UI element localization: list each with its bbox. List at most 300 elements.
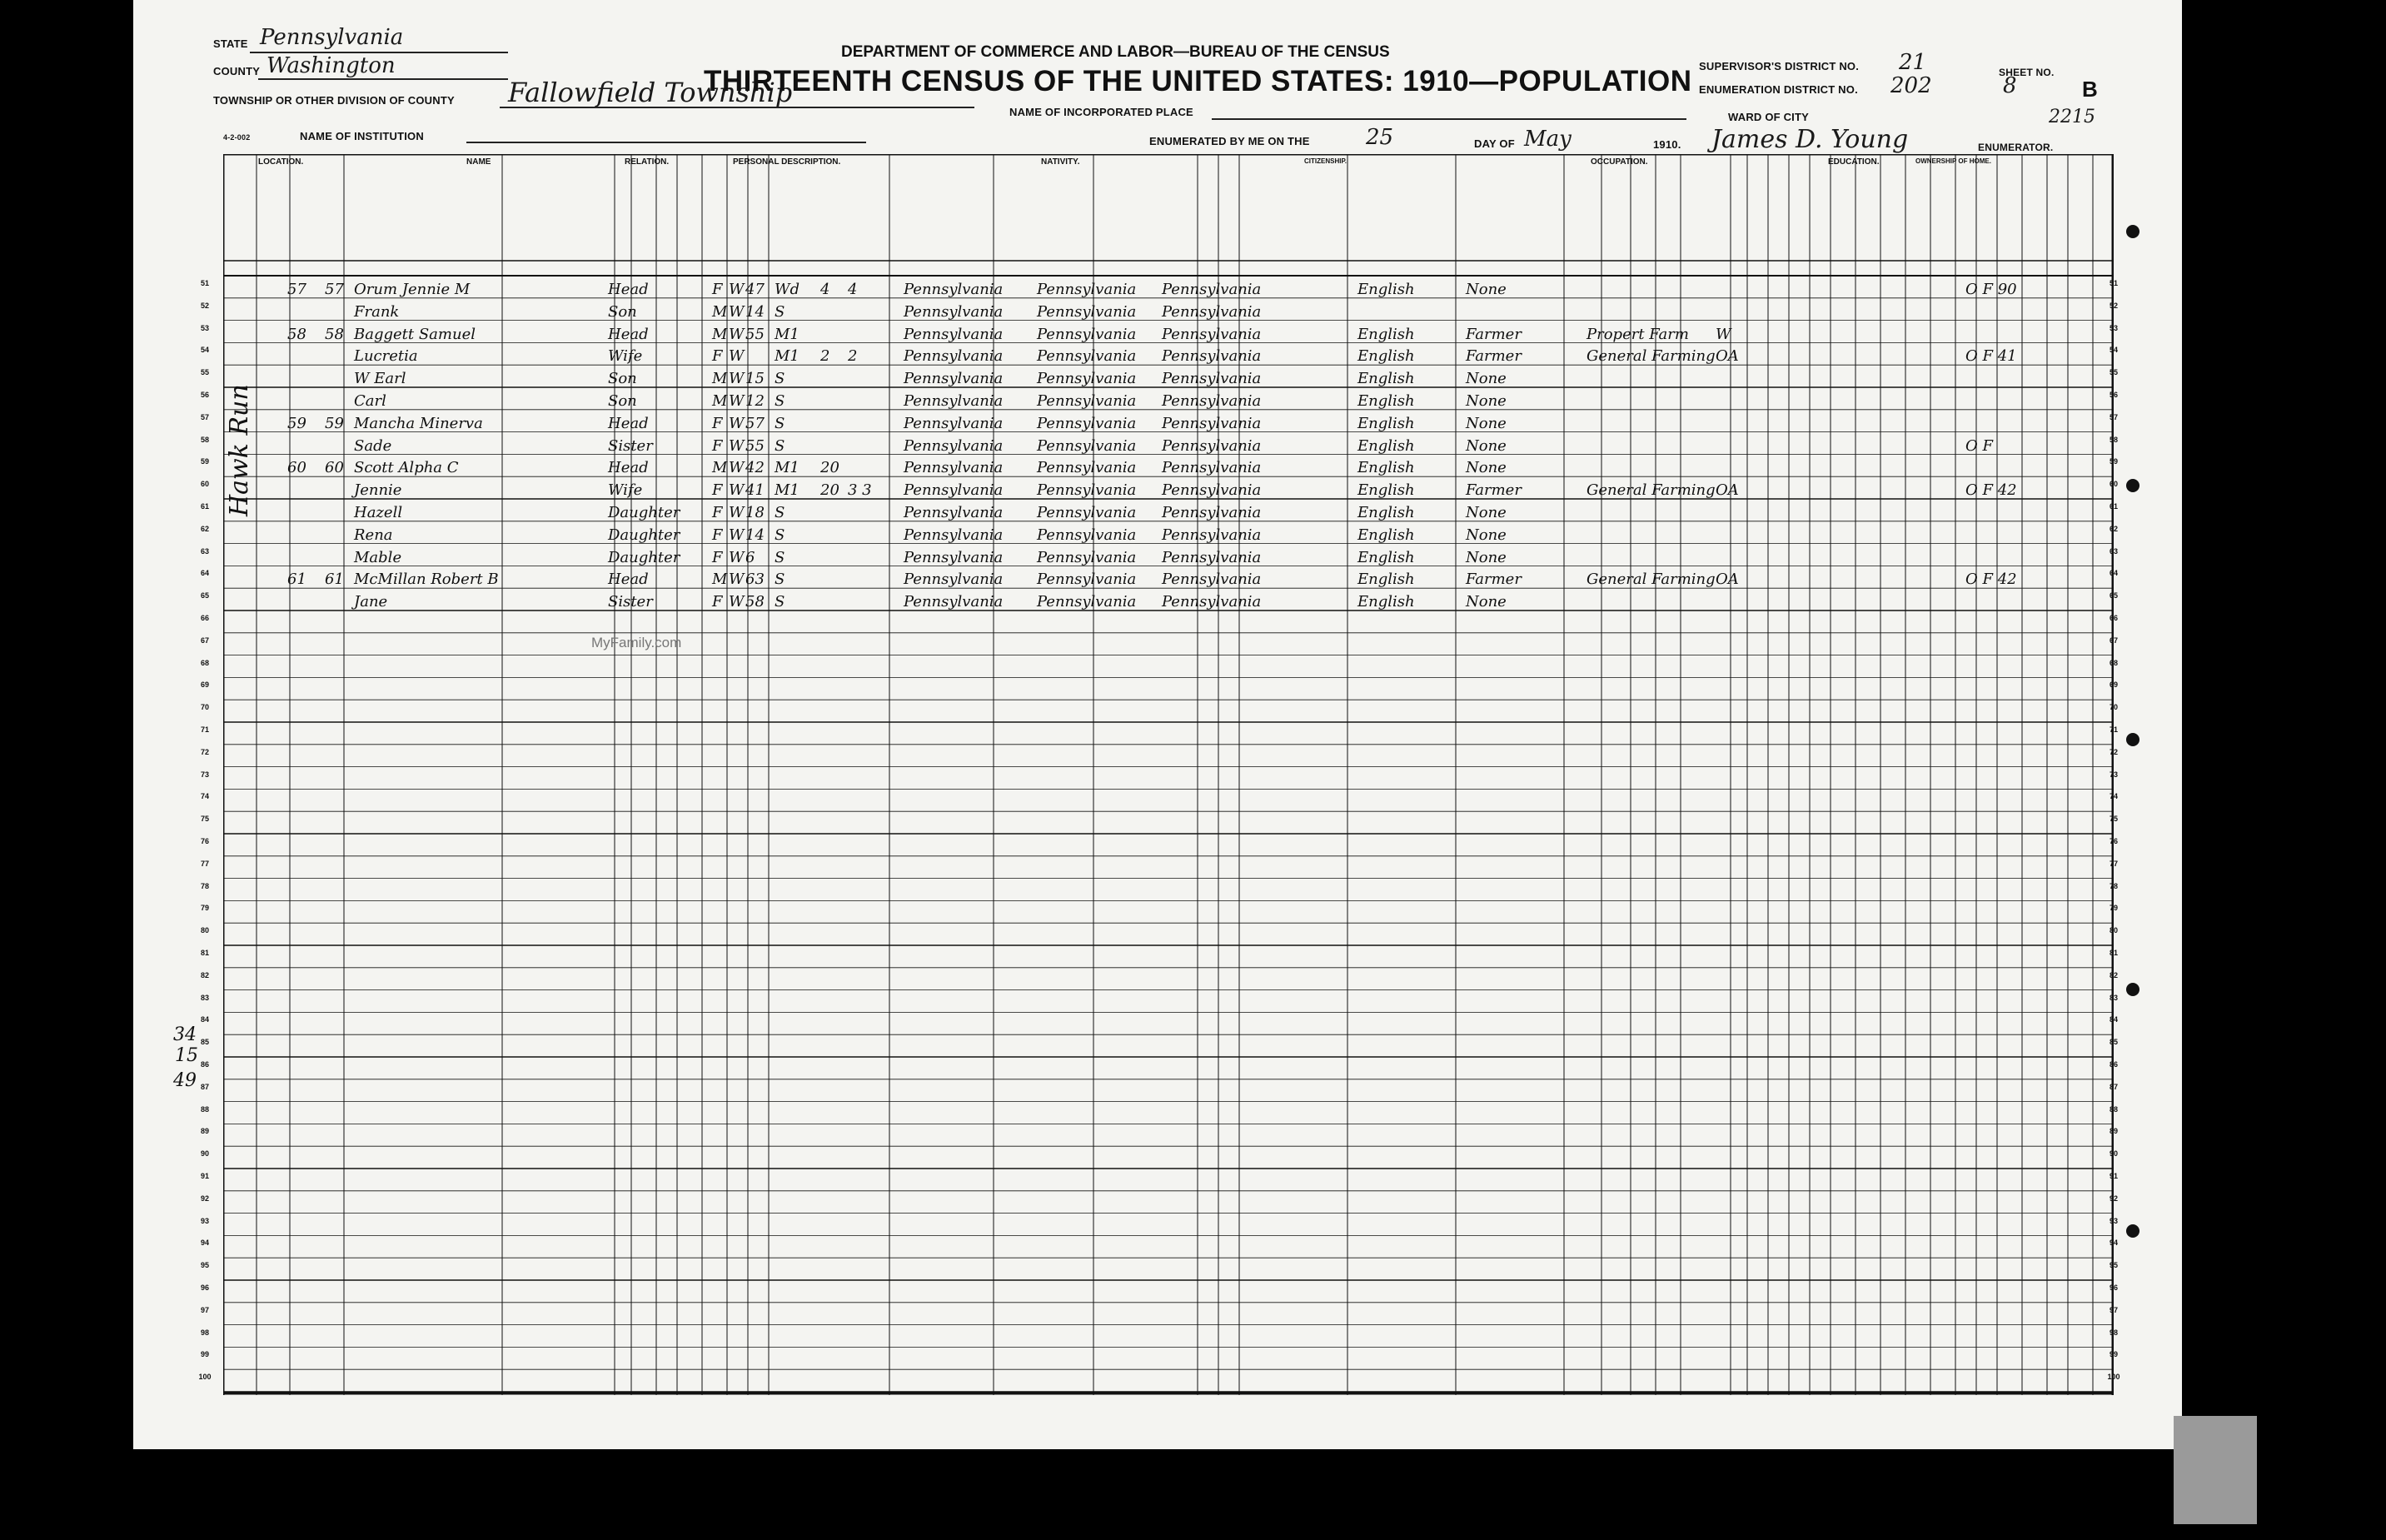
cell-living: 4 <box>848 281 858 298</box>
cell-age: 47 <box>745 281 765 298</box>
binder-hole <box>2126 1224 2139 1238</box>
cell-sex: F <box>712 414 723 432</box>
cell-relation: Son <box>608 370 637 388</box>
cell-marital: M1 <box>775 459 799 477</box>
cell-father-birth: Pennsylvania <box>1037 526 1137 544</box>
cell-class: OA <box>1716 481 1739 500</box>
line-number: 57 <box>2109 412 2118 421</box>
cell-speech: English <box>1357 526 1415 544</box>
line-number: 77 <box>200 859 209 868</box>
state-value: Pennsylvania <box>260 25 404 50</box>
line-number: 75 <box>200 815 209 824</box>
cell-father-birth: Pennsylvania <box>1037 347 1137 366</box>
cell-mother-birth: Pennsylvania <box>1162 302 1262 321</box>
line-number: 96 <box>2109 1283 2118 1292</box>
cell-mother-birth: Pennsylvania <box>1162 436 1262 455</box>
line-number: 85 <box>2109 1038 2118 1047</box>
cell-relation: Head <box>608 571 649 589</box>
cell-marital: S <box>775 302 785 321</box>
cell-name: Carl <box>354 392 386 410</box>
line-number: 52 <box>2109 301 2118 310</box>
cell-birth: Pennsylvania <box>904 302 1004 321</box>
ownership-head: OWNERSHIP OF HOME. <box>1915 157 1991 165</box>
month-value: May <box>1524 127 1572 152</box>
cell-name: Orum Jennie M <box>354 281 471 298</box>
line-number: 76 <box>200 837 209 845</box>
cell-relation: Daughter <box>608 526 680 544</box>
line-number: 91 <box>2109 1172 2118 1180</box>
cell-age: 55 <box>745 436 765 455</box>
cell-family: 60 <box>325 459 344 477</box>
county-value: Washington <box>266 53 396 78</box>
cell-mother-birth: Pennsylvania <box>1162 571 1262 589</box>
cell-name: Lucretia <box>354 347 418 366</box>
cell-speech: English <box>1357 481 1415 500</box>
line-number: 86 <box>2109 1060 2118 1069</box>
township-underline <box>500 107 974 108</box>
line-number: 85 <box>200 1038 209 1047</box>
line-number: 82 <box>200 970 209 979</box>
cell-name: Mable <box>354 548 402 566</box>
supervisor-label: SUPERVISOR'S DISTRICT NO. <box>1699 60 1860 72</box>
cell-age: 14 <box>745 526 765 544</box>
incorporated-label: NAME OF INCORPORATED PLACE <box>1009 106 1193 118</box>
cell-dwelling: 60 <box>287 459 306 477</box>
cell-age: 58 <box>745 593 765 611</box>
year-label: 1910. <box>1653 138 1681 151</box>
cell-relation: Son <box>608 392 637 410</box>
cell-race: W <box>729 593 745 611</box>
cell-sex: F <box>712 548 723 566</box>
line-number: 68 <box>200 658 209 667</box>
line-number: 84 <box>2109 1015 2118 1024</box>
cell-age: 18 <box>745 504 765 521</box>
line-number: 65 <box>200 591 209 601</box>
cell-mother-birth: Pennsylvania <box>1162 548 1262 566</box>
binder-hole <box>2126 983 2139 996</box>
cell-relation: Sister <box>608 436 653 455</box>
cell-marital: M1 <box>775 325 799 343</box>
line-number: 58 <box>2109 435 2118 444</box>
cell-marital: Wd <box>775 281 800 298</box>
line-number: 88 <box>200 1104 209 1114</box>
cell-name: Sade <box>354 436 392 455</box>
cell-birth: Pennsylvania <box>904 281 1004 298</box>
line-number: 74 <box>200 792 209 801</box>
cell-race: W <box>729 414 745 432</box>
cell-dwelling: 59 <box>287 414 306 432</box>
binder-hole <box>2126 225 2139 238</box>
cell-relation: Head <box>608 414 649 432</box>
cell-birth: Pennsylvania <box>904 347 1004 366</box>
cell-family: 59 <box>325 414 344 432</box>
line-number: 100 <box>198 1373 212 1382</box>
county-underline <box>258 78 508 80</box>
day-value: 25 <box>1366 125 1394 150</box>
cell-industry: Propert Farm <box>1587 325 1689 343</box>
cell-sex: M <box>712 370 728 388</box>
line-number: 54 <box>200 346 209 355</box>
line-number: 59 <box>2109 457 2118 466</box>
cell-race: W <box>729 526 745 544</box>
cell-relation: Son <box>608 302 637 321</box>
department-heading: DEPARTMENT OF COMMERCE AND LABOR—BUREAU OF THE CENSUS <box>841 43 1390 61</box>
cell-living: 3 3 <box>848 481 872 500</box>
cell-mother-birth: Pennsylvania <box>1162 370 1262 388</box>
county-label: COUNTY <box>213 65 261 77</box>
cell-living: 2 <box>848 347 858 366</box>
cell-father-birth: Pennsylvania <box>1037 504 1137 521</box>
cell-name: Mancha Minerva <box>354 414 483 432</box>
cell-trade: Farmer <box>1466 481 1522 500</box>
cell-race: W <box>729 571 745 589</box>
line-number: 53 <box>200 323 209 332</box>
location-head: LOCATION. <box>258 157 304 167</box>
enumerated-label: ENUMERATED BY ME ON THE <box>1149 135 1310 147</box>
cell-birth: Pennsylvania <box>904 459 1004 477</box>
cell-relation: Head <box>608 281 649 298</box>
cell-sex: M <box>712 571 728 589</box>
relation-head: RELATION. <box>625 157 670 167</box>
cell-race: W <box>729 548 745 566</box>
cell-speech: English <box>1357 281 1415 298</box>
cell-speech: English <box>1357 370 1415 388</box>
line-number: 78 <box>200 881 209 890</box>
cell-age: 14 <box>745 302 765 321</box>
line-number: 66 <box>2109 614 2118 622</box>
line-number: 97 <box>2109 1305 2118 1314</box>
cell-class: OA <box>1716 347 1739 366</box>
cell-race: W <box>729 302 745 321</box>
cell-marital: S <box>775 436 785 455</box>
line-number: 56 <box>200 391 209 399</box>
cell-name: Jane <box>354 593 388 611</box>
cell-father-birth: Pennsylvania <box>1037 593 1137 611</box>
line-number: 77 <box>2109 859 2118 868</box>
line-number: 64 <box>2109 569 2118 578</box>
cell-mother: 20 <box>820 481 839 500</box>
township-label: TOWNSHIP OR OTHER DIVISION OF COUNTY <box>213 94 455 107</box>
cell-sex: F <box>712 593 723 611</box>
cell-age: 15 <box>745 370 765 388</box>
cell-relation: Daughter <box>608 548 680 566</box>
line-number: 93 <box>2109 1216 2118 1225</box>
line-number: 81 <box>200 949 209 957</box>
cell-trade: None <box>1466 526 1507 544</box>
cell-mother-birth: Pennsylvania <box>1162 325 1262 343</box>
day-of-label: DAY OF <box>1474 137 1515 150</box>
line-number: 64 <box>200 569 209 578</box>
cell-mother-birth: Pennsylvania <box>1162 392 1262 410</box>
line-number: 80 <box>2109 926 2118 935</box>
cell-mother-birth: Pennsylvania <box>1162 281 1262 298</box>
cell-name: Baggett Samuel <box>354 325 476 343</box>
cell-race: W <box>729 325 745 343</box>
cell-own: O F 42 <box>1965 571 2017 589</box>
cell-sex: F <box>712 526 723 544</box>
cell-own: O F 42 <box>1965 481 2017 500</box>
line-number: 75 <box>2109 815 2118 824</box>
cell-trade: None <box>1466 548 1507 566</box>
cell-race: W <box>729 392 745 410</box>
cell-mother-birth: Pennsylvania <box>1162 481 1262 500</box>
cell-marital: S <box>775 504 785 521</box>
cell-father-birth: Pennsylvania <box>1037 436 1137 455</box>
cell-speech: English <box>1357 571 1415 589</box>
cell-relation: Wife <box>608 481 643 500</box>
line-number: 60 <box>2109 480 2118 489</box>
cell-birth: Pennsylvania <box>904 436 1004 455</box>
line-number: 53 <box>2109 323 2118 332</box>
cell-father-birth: Pennsylvania <box>1037 548 1137 566</box>
line-number: 69 <box>2109 680 2118 690</box>
supervisor-value: 21 <box>1899 50 1927 75</box>
cell-mother-birth: Pennsylvania <box>1162 414 1262 432</box>
cell-speech: English <box>1357 504 1415 521</box>
cell-sex: F <box>712 281 723 298</box>
cell-marital: S <box>775 526 785 544</box>
binder-hole <box>2126 479 2139 492</box>
line-number: 54 <box>2109 346 2118 355</box>
cell-relation: Head <box>608 459 649 477</box>
line-number: 61 <box>200 502 209 511</box>
cell-own: O F 41 <box>1965 347 2017 366</box>
cell-industry: General Farming <box>1587 481 1716 500</box>
cell-own: O F 90 <box>1965 281 2017 298</box>
cell-race: W <box>729 347 745 366</box>
cell-sex: F <box>712 347 723 366</box>
name-head: NAME <box>466 157 491 167</box>
line-number: 57 <box>200 412 209 421</box>
cell-name: Jennie <box>354 481 402 500</box>
line-number: 89 <box>2109 1127 2118 1136</box>
line-number: 81 <box>2109 949 2118 957</box>
line-number: 70 <box>200 703 209 712</box>
cell-mother-birth: Pennsylvania <box>1162 504 1262 521</box>
cell-relation: Head <box>608 325 649 343</box>
cell-age: 41 <box>745 481 765 500</box>
enumerator-label: ENUMERATOR. <box>1978 142 2054 153</box>
cell-age: 42 <box>745 459 765 477</box>
line-number: 63 <box>200 546 209 556</box>
line-number: 74 <box>2109 792 2118 801</box>
cell-sex: M <box>712 302 728 321</box>
line-number: 62 <box>200 524 209 533</box>
cell-age: 57 <box>745 414 765 432</box>
line-number: 90 <box>2109 1149 2118 1159</box>
line-number: 71 <box>200 725 209 734</box>
line-number: 96 <box>200 1283 209 1292</box>
cell-father-birth: Pennsylvania <box>1037 481 1137 500</box>
cell-trade: None <box>1466 392 1507 410</box>
line-number: 73 <box>2109 770 2118 779</box>
cell-marital: S <box>775 414 785 432</box>
line-number: 83 <box>200 993 209 1002</box>
cell-sex: M <box>712 325 728 343</box>
cell-own: O F <box>1965 436 1993 455</box>
cell-speech: English <box>1357 459 1415 477</box>
cell-dwelling: 61 <box>287 571 306 589</box>
cell-speech: English <box>1357 325 1415 343</box>
cell-speech: English <box>1357 392 1415 410</box>
cell-sex: F <box>712 504 723 521</box>
cell-race: W <box>729 370 745 388</box>
incorporated-underline <box>1212 118 1686 120</box>
cell-age: 55 <box>745 325 765 343</box>
cell-race: W <box>729 436 745 455</box>
cell-marital: S <box>775 593 785 611</box>
cell-relation: Daughter <box>608 504 680 521</box>
line-number: 92 <box>200 1194 209 1203</box>
line-number: 51 <box>200 279 209 287</box>
cell-sex: M <box>712 392 728 410</box>
cell-birth: Pennsylvania <box>904 481 1004 500</box>
cell-race: W <box>729 504 745 521</box>
watermark: MyFamily.com <box>591 635 682 650</box>
ward-label: WARD OF CITY <box>1728 111 1810 123</box>
cell-birth: Pennsylvania <box>904 414 1004 432</box>
cell-trade: None <box>1466 281 1507 298</box>
line-number: 94 <box>2109 1238 2118 1248</box>
cell-name: Rena <box>354 526 393 544</box>
cell-trade: None <box>1466 370 1507 388</box>
township-value: Fallowfield Township <box>508 77 793 108</box>
cell-mother-birth: Pennsylvania <box>1162 347 1262 366</box>
cell-mother: 2 <box>820 347 830 366</box>
margin-tally-b: 15 <box>175 1045 198 1066</box>
cell-relation: Sister <box>608 593 653 611</box>
citizenship-head: CITIZENSHIP. <box>1304 157 1347 165</box>
cell-family: 61 <box>325 571 344 589</box>
line-number: 69 <box>200 680 209 690</box>
cell-father-birth: Pennsylvania <box>1037 571 1137 589</box>
line-number: 83 <box>2109 993 2118 1002</box>
cell-family: 58 <box>325 325 344 343</box>
line-number: 63 <box>2109 546 2118 556</box>
enumerator-value: James D. Young <box>1711 125 1909 154</box>
sheet-label: SHEET NO. <box>1999 67 2055 78</box>
line-number: 67 <box>200 635 209 645</box>
line-number: 98 <box>200 1328 209 1337</box>
cell-marital: S <box>775 548 785 566</box>
cell-sex: F <box>712 481 723 500</box>
cell-mother-birth: Pennsylvania <box>1162 459 1262 477</box>
cell-age: 63 <box>745 571 765 589</box>
line-number: 93 <box>200 1216 209 1225</box>
cell-father-birth: Pennsylvania <box>1037 370 1137 388</box>
line-number: 88 <box>2109 1104 2118 1114</box>
cell-dwelling: 58 <box>287 325 306 343</box>
enumeration-label: ENUMERATION DISTRICT NO. <box>1699 83 1858 96</box>
binder-hole <box>2126 733 2139 746</box>
cell-age: 6 <box>745 548 755 566</box>
line-number: 87 <box>2109 1082 2118 1091</box>
cell-father-birth: Pennsylvania <box>1037 325 1137 343</box>
cell-dwelling: 57 <box>287 281 306 298</box>
line-number: 82 <box>2109 970 2118 979</box>
cell-trade: Farmer <box>1466 325 1522 343</box>
line-number: 72 <box>2109 747 2118 756</box>
corner-number: 2215 <box>2049 107 2095 127</box>
cell-speech: English <box>1357 548 1415 566</box>
line-number: 71 <box>2109 725 2118 734</box>
cell-race: W <box>729 281 745 298</box>
cell-birth: Pennsylvania <box>904 571 1004 589</box>
cell-trade: Farmer <box>1466 571 1522 589</box>
line-number: 92 <box>2109 1194 2118 1203</box>
line-number: 87 <box>200 1082 209 1091</box>
cell-father-birth: Pennsylvania <box>1037 459 1137 477</box>
cell-birth: Pennsylvania <box>904 526 1004 544</box>
line-number: 78 <box>2109 881 2118 890</box>
cell-mother: 20 <box>820 459 839 477</box>
line-number: 97 <box>200 1305 209 1314</box>
line-number: 58 <box>200 435 209 444</box>
form-code: 4-2-002 <box>223 133 251 142</box>
line-number: 79 <box>2109 904 2118 913</box>
cell-industry: General Farming <box>1587 347 1716 366</box>
cell-marital: S <box>775 571 785 589</box>
cell-birth: Pennsylvania <box>904 392 1004 410</box>
state-label: STATE <box>213 37 248 50</box>
cell-birth: Pennsylvania <box>904 504 1004 521</box>
line-number: 68 <box>2109 658 2118 667</box>
institution-label: NAME OF INSTITUTION <box>300 130 424 142</box>
line-number: 99 <box>2109 1350 2118 1359</box>
cell-sex: M <box>712 459 728 477</box>
line-number: 70 <box>2109 703 2118 712</box>
institution-underline <box>466 142 866 143</box>
cell-birth: Pennsylvania <box>904 593 1004 611</box>
line-number: 94 <box>200 1238 209 1248</box>
cell-mother-birth: Pennsylvania <box>1162 526 1262 544</box>
line-number: 79 <box>200 904 209 913</box>
cell-speech: English <box>1357 593 1415 611</box>
cell-relation: Wife <box>608 347 643 366</box>
line-number: 61 <box>2109 502 2118 511</box>
line-number: 72 <box>200 747 209 756</box>
cell-trade: None <box>1466 414 1507 432</box>
line-number: 66 <box>200 614 209 622</box>
line-number: 80 <box>200 926 209 935</box>
cell-father-birth: Pennsylvania <box>1037 414 1137 432</box>
cell-trade: None <box>1466 593 1507 611</box>
margin-tally-c: 49 <box>173 1070 197 1091</box>
cell-sex: F <box>712 436 723 455</box>
line-number: 52 <box>200 301 209 310</box>
cell-birth: Pennsylvania <box>904 548 1004 566</box>
line-number: 56 <box>2109 391 2118 399</box>
line-number: 90 <box>200 1149 209 1159</box>
cell-name: Hazell <box>354 504 403 521</box>
cell-birth: Pennsylvania <box>904 325 1004 343</box>
cell-marital: S <box>775 392 785 410</box>
cell-speech: English <box>1357 414 1415 432</box>
cell-marital: M1 <box>775 481 799 500</box>
cell-speech: English <box>1357 436 1415 455</box>
cell-father-birth: Pennsylvania <box>1037 392 1137 410</box>
census-title: THIRTEENTH CENSUS OF THE UNITED STATES: 1910—POPULATION <box>704 65 1692 97</box>
sheet-letter: B <box>2082 77 2098 102</box>
cell-name: W Earl <box>354 370 406 388</box>
occupation-head: OCCUPATION. <box>1591 157 1648 167</box>
cell-age: 12 <box>745 392 765 410</box>
cell-trade: Farmer <box>1466 347 1522 366</box>
cell-industry: General Farming <box>1587 571 1716 589</box>
line-number: 95 <box>2109 1261 2118 1270</box>
line-number: 55 <box>2109 368 2118 377</box>
cell-trade: None <box>1466 504 1507 521</box>
